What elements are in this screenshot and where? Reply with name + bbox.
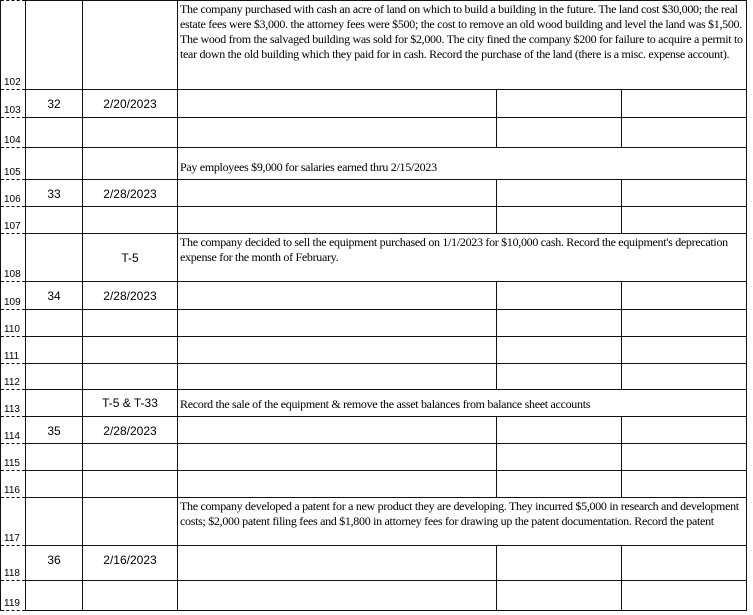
account-cell[interactable] — [178, 444, 497, 471]
account-cell[interactable] — [178, 207, 497, 234]
sheet-row — [1, 148, 747, 180]
sheet-row — [1, 282, 747, 310]
row-number: 106 — [1, 180, 26, 207]
row-number: 110 — [1, 310, 26, 337]
reference-cell[interactable]: T-5 & T-33 — [83, 390, 178, 417]
debit-cell[interactable] — [497, 90, 622, 118]
entry-number-cell[interactable] — [26, 581, 83, 611]
credit-cell[interactable] — [622, 444, 747, 471]
row-number: 108 — [1, 234, 26, 282]
row-number: 111 — [1, 337, 26, 364]
sheet-row — [1, 1, 747, 90]
entry-number-cell[interactable] — [26, 444, 83, 471]
entry-number-cell[interactable] — [26, 390, 83, 417]
row-number: 103 — [1, 90, 26, 118]
credit-cell[interactable] — [622, 180, 747, 207]
reference-cell[interactable]: T-5 — [83, 234, 178, 282]
entry-number-cell[interactable]: 35 — [26, 417, 83, 444]
row-number: 115 — [1, 444, 26, 471]
entry-number-cell[interactable] — [26, 337, 83, 364]
entry-number-cell[interactable] — [26, 148, 83, 180]
account-cell[interactable] — [178, 180, 497, 207]
sheet-row — [1, 90, 747, 118]
entry-number-cell[interactable] — [26, 310, 83, 337]
row-number: 105 — [1, 148, 26, 180]
credit-cell[interactable] — [622, 417, 747, 444]
row-number: 116 — [1, 471, 26, 498]
date-cell[interactable] — [83, 471, 178, 498]
debit-cell[interactable] — [497, 417, 622, 444]
row-number: 119 — [1, 581, 26, 611]
transaction-description: The company developed a patent for a new product they are developing. They incurred $5,000 in research and development costs; $2,000 patent filing fees and $1,800 in attorney fees for drawing up the patent documentation. Record the patent — [178, 498, 747, 546]
date-cell[interactable] — [83, 310, 178, 337]
credit-cell[interactable] — [622, 471, 747, 498]
date-cell[interactable]: 2/28/2023 — [83, 180, 178, 207]
date-cell[interactable] — [83, 444, 178, 471]
sheet-row — [1, 581, 747, 611]
debit-cell[interactable] — [497, 471, 622, 498]
entry-number-cell[interactable] — [26, 498, 83, 546]
account-cell[interactable] — [178, 90, 497, 118]
date-cell[interactable]: 2/16/2023 — [83, 546, 178, 581]
debit-cell[interactable] — [497, 337, 622, 364]
date-cell[interactable]: 2/20/2023 — [83, 90, 178, 118]
entry-number-cell[interactable]: 34 — [26, 282, 83, 310]
transaction-description: The company purchased with cash an acre of land on which to build a building in the future. The land cost $30,000; the real estate fees were $3,000. the attorney fees were $500; the cost to remove an old wood building and level the land was $1,500. The wood from the salvaged building was sold for $2,000. The city fined the company $200 for failure to acquire a permit to tear down the old building which they paid for in cash. Record the purchase of the land (there is a misc. expense account). — [178, 1, 747, 90]
sheet-row — [1, 444, 747, 471]
credit-cell[interactable] — [622, 90, 747, 118]
row-number: 112 — [1, 364, 26, 390]
row-number: 104 — [1, 118, 26, 148]
entry-number-cell[interactable] — [26, 234, 83, 282]
entry-number-cell[interactable] — [26, 207, 83, 234]
row-number: 113 — [1, 390, 26, 417]
credit-cell[interactable] — [622, 310, 747, 337]
sheet-row — [1, 471, 747, 498]
sheet-row — [1, 546, 747, 581]
row-number: 117 — [1, 498, 26, 546]
transaction-description: Record the sale of the equipment & remove the asset balances from balance sheet accounts — [178, 390, 747, 417]
sheet-row — [1, 234, 747, 282]
date-cell[interactable] — [83, 1, 178, 90]
account-cell[interactable] — [178, 581, 497, 611]
debit-cell[interactable] — [497, 207, 622, 234]
credit-cell[interactable] — [622, 207, 747, 234]
entry-number-cell[interactable] — [26, 364, 83, 390]
sheet-row — [1, 337, 747, 364]
debit-cell[interactable] — [497, 282, 622, 310]
debit-cell[interactable] — [497, 118, 622, 148]
debit-cell[interactable] — [497, 310, 622, 337]
credit-cell[interactable] — [622, 581, 747, 611]
entry-number-cell[interactable]: 33 — [26, 180, 83, 207]
transaction-description: The company decided to sell the equipment purchased on 1/1/2023 for $10,000 cash. Record the equipment's deprecation expense for the month of February. — [178, 234, 747, 282]
account-cell[interactable] — [178, 282, 497, 310]
date-cell[interactable]: 2/28/2023 — [83, 282, 178, 310]
entry-number-cell[interactable] — [26, 118, 83, 148]
entry-number-cell[interactable] — [26, 471, 83, 498]
entry-number-cell[interactable]: 32 — [26, 90, 83, 118]
credit-cell[interactable] — [622, 118, 747, 148]
sheet-row — [1, 118, 747, 148]
row-number: 118 — [1, 546, 26, 581]
credit-cell[interactable] — [622, 364, 747, 390]
entry-number-cell[interactable]: 36 — [26, 546, 83, 581]
account-cell[interactable] — [178, 118, 497, 148]
account-cell[interactable] — [178, 417, 497, 444]
debit-cell[interactable] — [497, 546, 622, 581]
sheet-row — [1, 180, 747, 207]
sheet-row — [1, 207, 747, 234]
sheet-row — [1, 498, 747, 546]
credit-cell[interactable] — [622, 337, 747, 364]
credit-cell[interactable] — [622, 546, 747, 581]
date-cell[interactable] — [83, 498, 178, 546]
sheet-row — [1, 364, 747, 390]
sheet-row — [1, 417, 747, 444]
credit-cell[interactable] — [622, 282, 747, 310]
account-cell[interactable] — [178, 546, 497, 581]
date-cell[interactable] — [83, 207, 178, 234]
debit-cell[interactable] — [497, 364, 622, 390]
account-cell[interactable] — [178, 364, 497, 390]
transaction-description: Pay employees $9,000 for salaries earned thru 2/15/2023 — [178, 148, 747, 180]
debit-cell[interactable] — [497, 444, 622, 471]
debit-cell[interactable] — [497, 180, 622, 207]
account-cell[interactable] — [178, 337, 497, 364]
entry-number-cell[interactable] — [26, 1, 83, 90]
row-number: 114 — [1, 417, 26, 444]
date-cell[interactable] — [83, 364, 178, 390]
date-cell[interactable] — [83, 118, 178, 148]
debit-cell[interactable] — [497, 581, 622, 611]
sheet-row — [1, 390, 747, 417]
account-cell[interactable] — [178, 471, 497, 498]
account-cell[interactable] — [178, 310, 497, 337]
row-number: 107 — [1, 207, 26, 234]
date-cell[interactable] — [83, 337, 178, 364]
date-cell[interactable] — [83, 148, 178, 180]
sheet-row — [1, 310, 747, 337]
date-cell[interactable] — [83, 581, 178, 611]
row-number: 102 — [1, 1, 26, 90]
row-number: 109 — [1, 282, 26, 310]
date-cell[interactable]: 2/28/2023 — [83, 417, 178, 444]
